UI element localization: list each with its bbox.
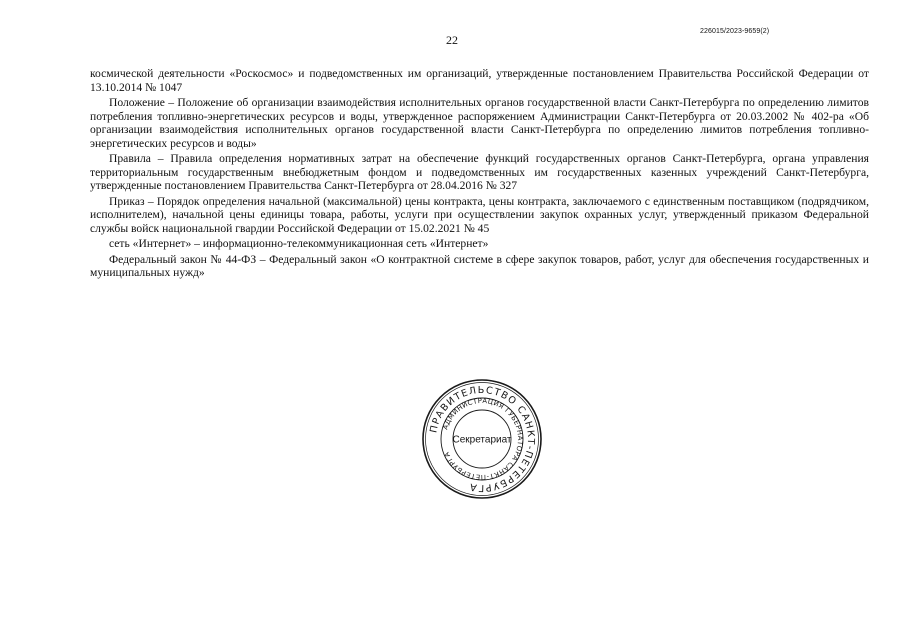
paragraph-pravila: Правила – Правила определения нормативных затрат на обеспечение функций государственных органов Санкт-Петербурга, органа управления территориальным государственным внебюджетным фондом и подведомственных им государственных казенных учреждений Санкт-Петербурга, утвержденные постановлением Правительства Санкт-Петербурга от 28.04.2016 № 327	[90, 152, 869, 192]
paragraph-internet: сеть «Интернет» – информационно-телекоммуникационная сеть «Интернет»	[109, 237, 489, 250]
document-reference-number: 226015/2023-9659(2)	[700, 28, 770, 35]
paragraph-roscosmos-continuation: космической деятельности «Роскосмос» и подведомственных им организаций, утвержденные постановлением Правительства Российской Федерации от 13.10.2014 № 1047	[90, 67, 869, 94]
paragraph-prikaz: Приказ – Порядок определения начальной (максимальной) цены контракта, цены контракта, заключаемого с единственным поставщиком (подрядчиком, исполнителем), начальной цены единицы товара, работы, услуги при осуществлении закупок охранных услуг, утвержденный приказом Федеральной службы войск национальной гвардии Российской Федерации от 15.02.2021 № 45	[90, 194, 869, 235]
seal-center-text: Секретариат	[452, 434, 512, 446]
seal-outer-text: ПРАВИТЕЛЬСТВО САНКТ-ПЕТЕРБУРГА	[428, 384, 537, 494]
seal-graphic	[421, 378, 543, 500]
paragraph-federal-law-44: Федеральный закон № 44-ФЗ – Федеральный закон «О контрактной системе в сфере закупок товаров, работ, услуг для обеспечения государственных и муниципальных нужд»	[90, 252, 869, 279]
paragraph-polozhenie: Положение – Положение об организации взаимодействия исполнительных органов государственной власти Санкт-Петербурга по определению лимитов потребления топливно-энергетических ресурсов и воды, утвержденное распоряжением Администрации Санкт-Петербурга от 20.03.2002 № 402-ра «Об организации взаимодействия исполнительных органов государственной власти Санкт-Петербурга по определению лимитов потребления топливно-энергетических ресурсов и воды»	[90, 96, 869, 150]
secretariat-seal-stamp	[421, 378, 543, 500]
document-body	[90, 67, 869, 282]
page-number: 22	[446, 33, 458, 47]
seal-inner-text: АДМИНИСТРАЦИЯ ГУБЕРНАТОРА САНКТ-ПЕТЕРБУРГА	[441, 396, 525, 482]
